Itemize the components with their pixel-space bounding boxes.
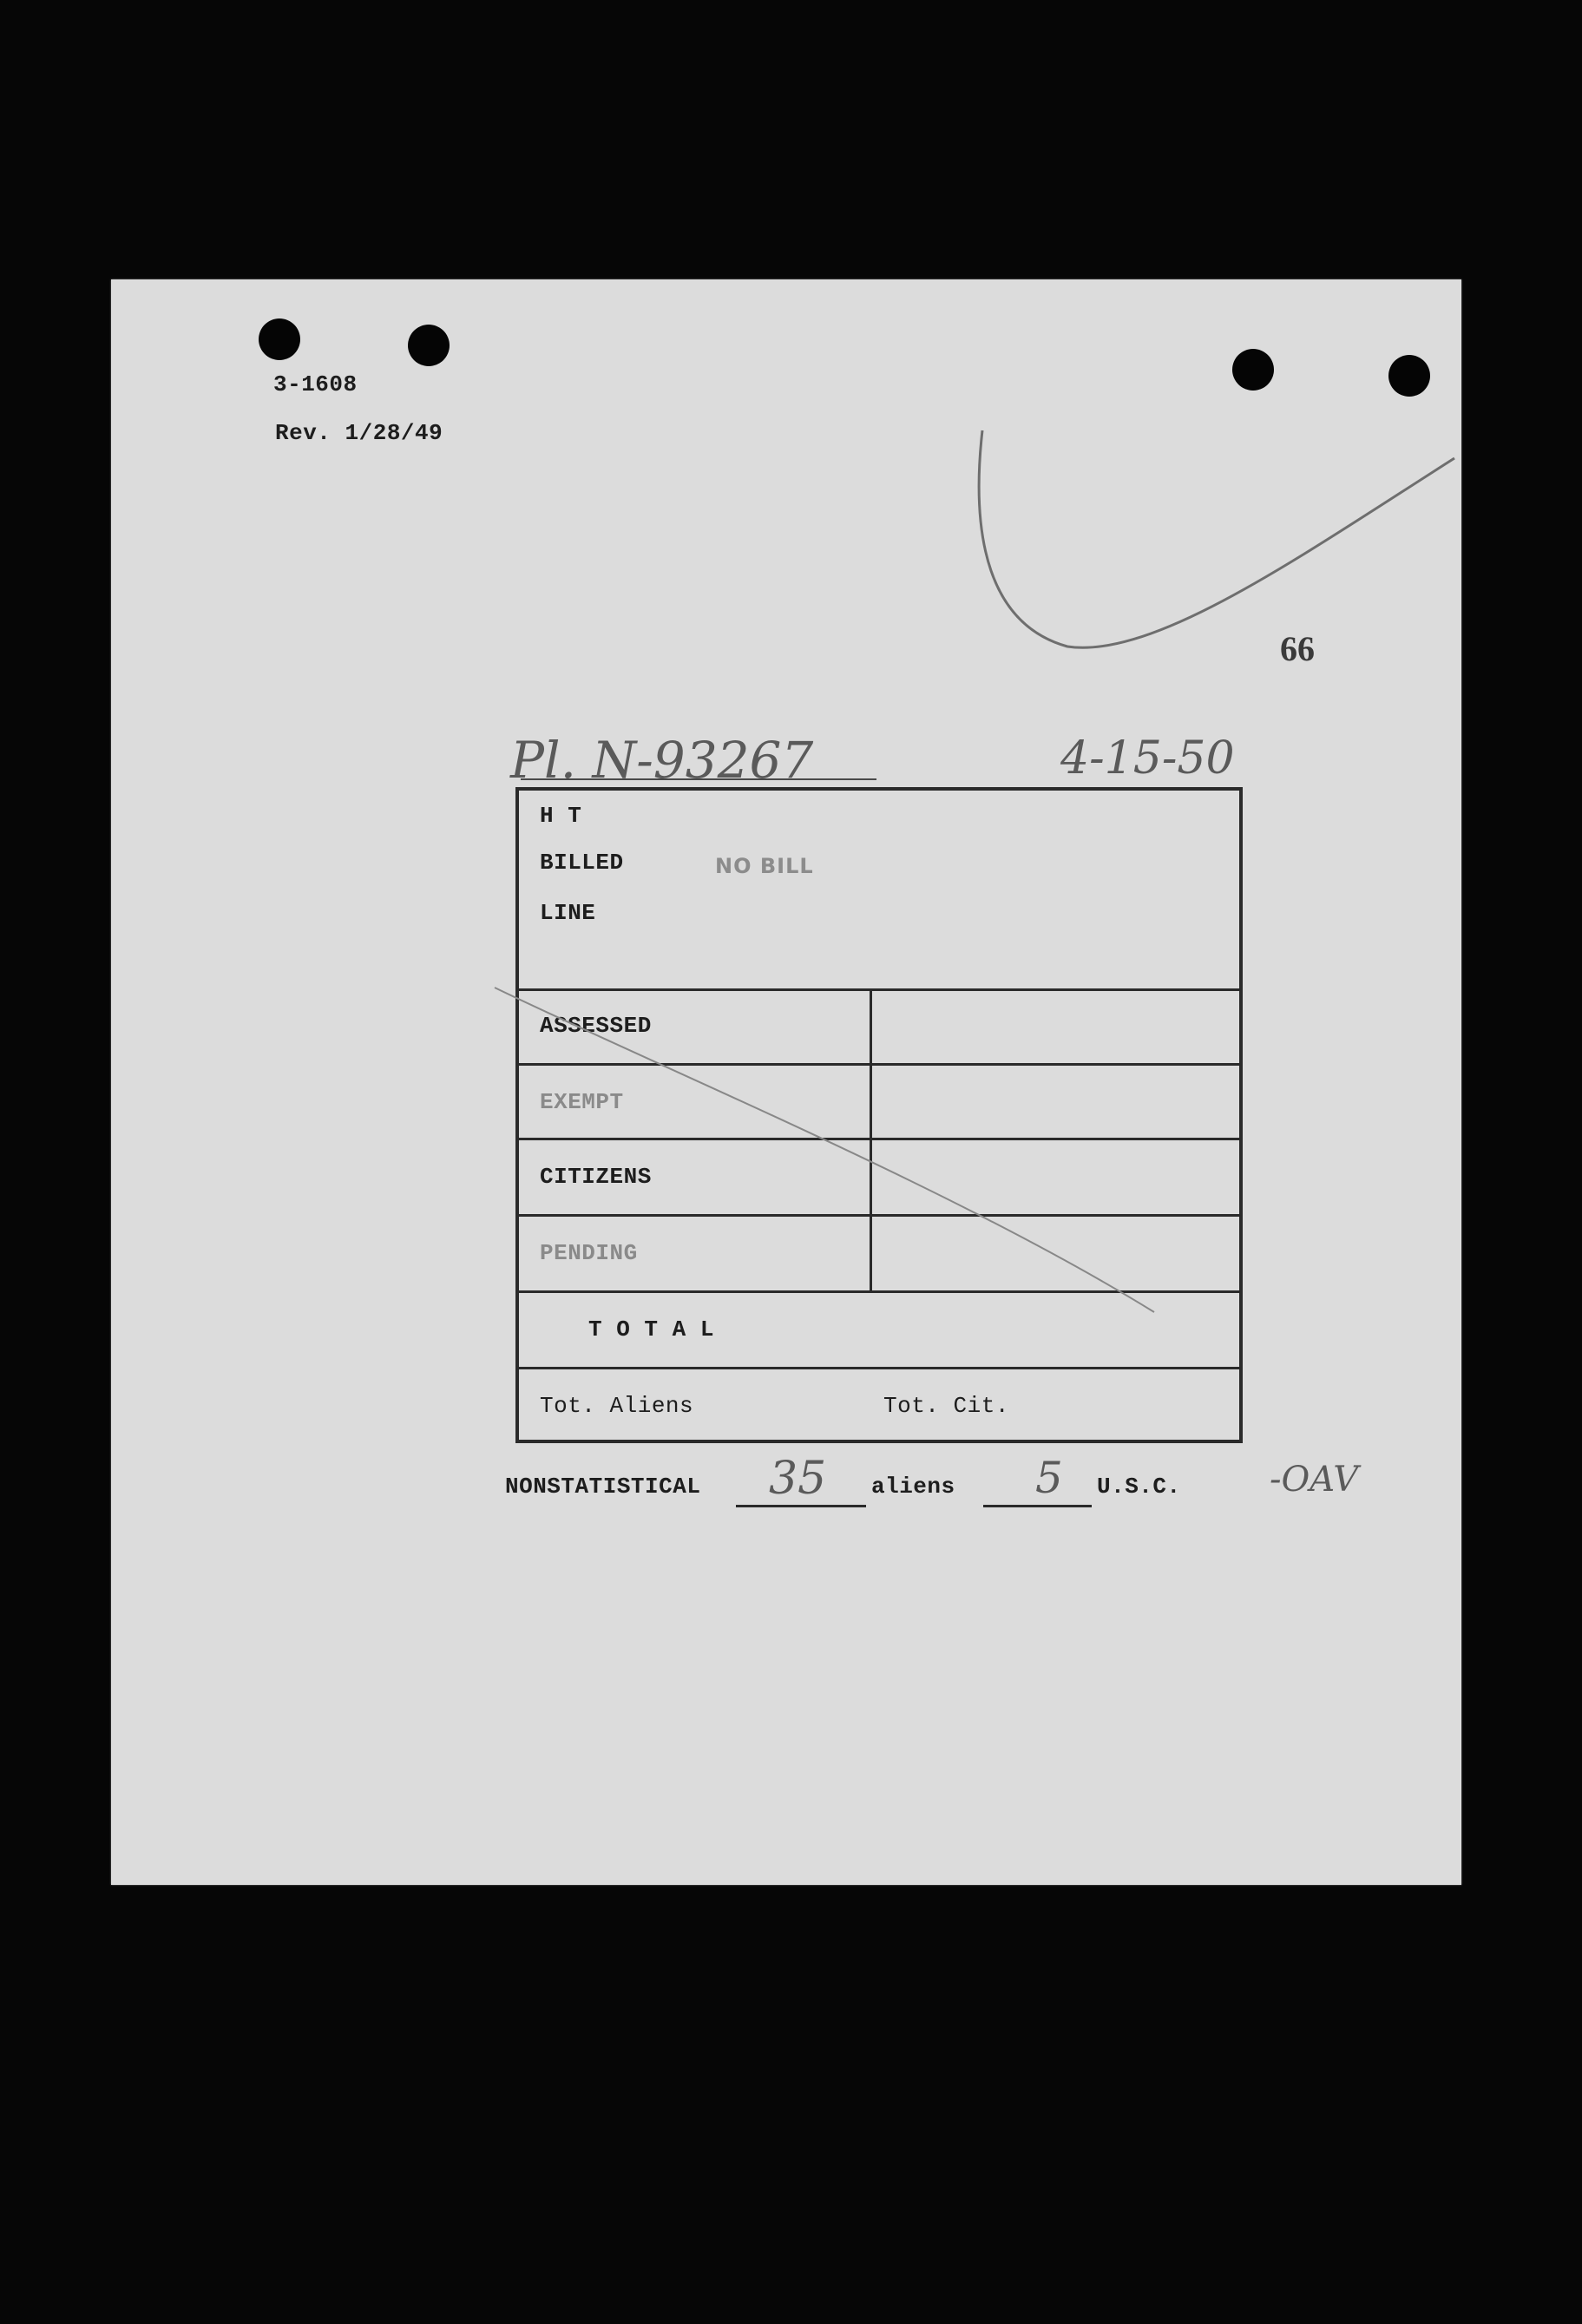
punch-hole — [259, 318, 300, 360]
column-divider — [870, 988, 872, 1290]
ht-label: H T — [540, 803, 582, 829]
tot-cit-label: Tot. Cit. — [883, 1393, 1009, 1419]
row-divider — [519, 1138, 1239, 1140]
handwritten-date: 4-15-50 — [1060, 732, 1235, 785]
usc-label: U.S.C. — [1097, 1474, 1181, 1500]
handwritten-initials: -OAV — [1270, 1460, 1359, 1500]
punch-hole — [408, 325, 450, 366]
form-number: 3-1608 — [273, 371, 358, 397]
no-bill-stamp: NO BILL — [715, 854, 814, 878]
page-number: 66 — [1280, 629, 1315, 668]
nonstatistical-label: NONSTATISTICAL — [505, 1474, 701, 1500]
aliens-label: aliens — [871, 1474, 955, 1500]
punch-hole — [1232, 349, 1274, 391]
tot-aliens-label: Tot. Aliens — [540, 1393, 694, 1419]
pending-label: PENDING — [540, 1240, 638, 1266]
exempt-label: EXEMPT — [540, 1089, 624, 1115]
tally-form-table — [515, 787, 1243, 1443]
row-divider — [519, 1290, 1239, 1293]
total-label: T O T A L — [588, 1316, 714, 1343]
citizens-label: CITIZENS — [540, 1164, 652, 1190]
line-label: LINE — [540, 900, 596, 926]
billed-label: BILLED — [540, 850, 624, 876]
aliens-blank — [736, 1505, 866, 1507]
punch-hole — [1388, 355, 1430, 397]
form-revision: Rev. 1/28/49 — [275, 420, 443, 446]
usc-blank — [983, 1505, 1092, 1507]
row-divider — [519, 988, 1239, 991]
handwritten-aliens-count: 35 — [769, 1453, 827, 1505]
row-divider — [519, 1063, 1239, 1066]
row-divider — [519, 1214, 1239, 1217]
handwritten-reference: Pl. N-93267 — [510, 731, 814, 790]
assessed-label: ASSESSED — [540, 1013, 652, 1039]
row-divider — [519, 1367, 1239, 1369]
handwritten-usc-count: 5 — [1035, 1453, 1063, 1503]
